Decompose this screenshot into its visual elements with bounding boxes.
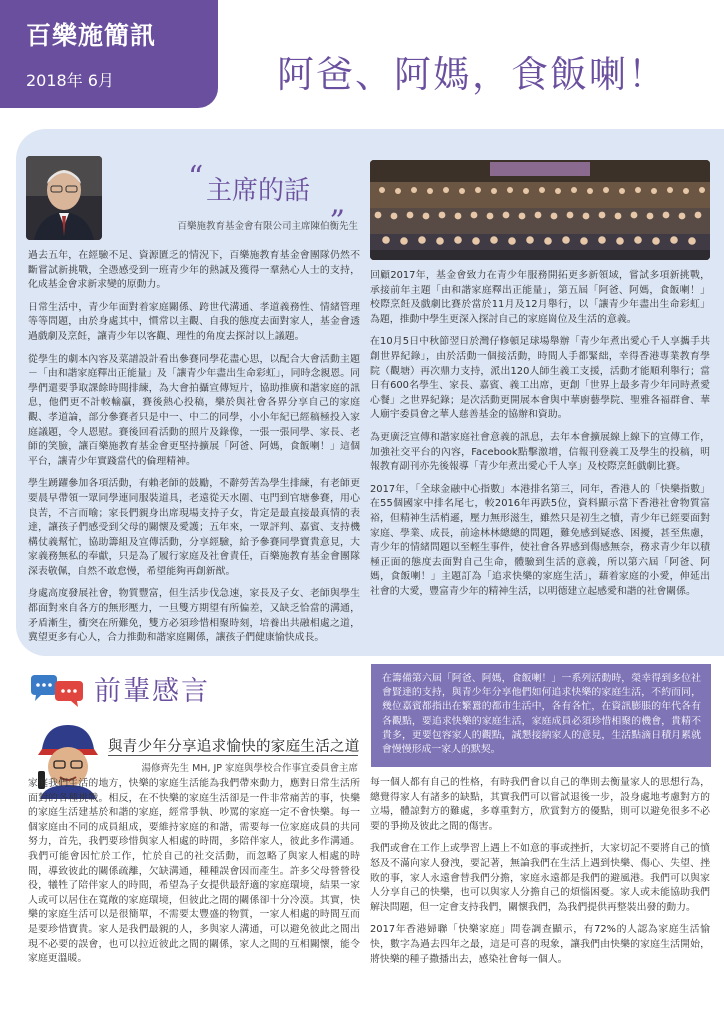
quote-close-mark: „ [330,186,346,221]
report-paragraph: 2017年，「全球金融中心指數」本港排名第三，同年，香港人的「快樂指數」在55個國家中排名尾七，較2016年再跌5位，資料顯示當下香港社會物質富裕，但精神生活梢遜，壓力無形滋生，雖然只是初生之犢，青少年已經要面對家庭、學業、成長，前途林林總總的問題，難免感到疑惑、困擾，甚至焦慮，青少年的情緒問題以至輕生事件，使社會各界感到傷感無奈，務求青少年以積極正面的態度去面對自己生命，體驗到生活的意義，所以第六屆「阿爸、阿媽，食飯喇！」主題訂為「追求快樂的家庭生活」，藉着家庭的小愛，伸延出社會的大愛，豐富青少年的精神生活，以明德建立起感愛和諧的社會關係。 [370,483,710,597]
chairman-byline: 百樂施教育基金會有限公司主席陳伯衡先生 [177,221,358,232]
issue-date: 2018年 6月 [26,71,114,90]
article-paragraph: 我們或會在工作上或學習上遇上不如意的事或挫折，大家切記不要將自己的憤怒及不滿向家人發洩，要記著，無論我們在生活上遇到快樂、傷心、失望、挫敗的事，家人永遠會替我們分擔，家庭永遠都是我們的避風港。我們可以與家人分享自己的快樂，也可以與家人分擔自己的煩惱困憂。家人或未能協助我們解決問題，但一定會支持我們，關懷我們，為我們提供再整裝出發的動力。 [370,843,710,913]
chairman-message-body [28,249,360,654]
chairman-paragraph: 學生踴躍參加各項活動，有賴老師的鼓勵，不辭勞苦為學生排練，有老師更要晨早帶領一眾同學連同服裝道具，老遠從天水圍、屯門到官塘參賽，用心良苦，不言而喻；家長們親身出席現場支持子女，肯定是最直接最真情的表達，讓孩子們感受到父母的關懷及愛護；五年來，一眾評判、嘉賓、支持機構仗義幫忙，協助籌組及宣傳活動，分享經驗，給予參賽同學寶貴意見，大家義務無私的奉獻，只是為了履行家庭及社會責任，百樂施教育基金會團隊深表敬佩，自然不敢怠慢，希望能夠再創新猷。 [28,478,360,577]
chairman-paragraph: 日常生活中，青少年面對着家庭關係、跨世代溝通、孝道義務性、情緒管理等等問題，由於身處其中，慣常以主觀、自我的態度去面對家人，基金會透過戲劇及烹飪，讓青少年以客觀、理性的角度去探討以上議題。 [28,301,360,342]
elders-article-left [28,777,360,975]
article-byline: 湯修齊先生 MH, JP 家庭與學校合作事宜委員會主席 [141,763,358,774]
article-paragraph: 每一個人都有自己的性格，有時我們會以自己的準則去衡量家人的思想行為，總覺得家人有諸多的缺點，其實我們可以嘗試退後一步，設身處地考慮對方的立場，體諒對方的難處，多尊重對方，欣賞對方的優點，則可以避免很多不必要的爭拗及彼此之間的傷害。 [370,777,710,832]
article-title-rule [108,755,358,756]
elders-heading: 前輩感言 [94,676,210,707]
callout-box: 在籌備第六屆「阿爸、阿媽，食飯喇！」一系列活動時，榮幸得到多位社會賢達的支持，與青少年分享他們如何追求快樂的家庭生活，不約而同，幾位嘉賓都指出在繁囂的都市生活中，各有各忙，在資訊膨脹的年代各有各觀點，要追求快樂的家庭生活，家庭成員必須珍惜相聚的機會，貴精不貴多，更要包容家人的觀點，誠懇接納家人的意見，生活點滴日積月累就會慢慢形成一家人的默契。 [371,664,711,767]
chairman-paragraph: 身處高度發展社會，物質豐富，但生活步伐急速，家長及子女、老師與學生都面對來自各方的無形壓力，一旦雙方期望有所偏差，又缺乏恰當的溝通，矛盾漸生，衝突在所難免，雙方必須珍惜相聚時刻，培養出共融相處之道，冀望更多有心人，合力推動和諧家庭關係，讓孩子們健康愉快成長。 [28,588,360,644]
group-photo [370,160,710,260]
chairman-paragraph: 過去五年，在經驗不足、資源匱乏的情況下，百樂施教育基金會團隊仍然不斷嘗試新挑戰，全憑感受到一班青少年的熱誠及獲得一羣熱心人士的支持，化成基金會求新求變的原動力。 [28,250,360,291]
newsletter-title: 百樂施簡訊 [26,21,157,50]
article-paragraph: 2017年香港婦聯「快樂家庭」問卷調查顯示，有72%的人認為家庭生活愉快，數字為過去四年之最，這是可喜的現象，讓我們由快樂的家庭生活開始，將快樂的種子撒播出去，感染社會每一個人。 [370,924,710,965]
chairman-heading-text: 主席的話 [206,176,311,206]
chairman-paragraph: 從學生的劇本內容及菜譜設計看出參賽同學花盡心思，以配合大會活動主題－「由和諧家庭釋出正能量」及「讓青少年盡出生命彩虹」，同時念親恩。同學們還要爭取課餘時間排練，為大會拍攝宣傳短片，協助推廣和諧家庭的訊息，他們更不計較輸贏，賽後熱心投稿，樂於與社會各界分享自己的家庭觀、孝道論，部分參賽者只是中一、中二的同學，小小年紀已經稿極投入家庭議題，令人恩慰。賽後回看活動的照片及錄像，一張一張同學、家長、老師的笑臉，讓百樂施教育基金會更堅持擴展「阿爸、阿媽，食飯喇！」這個平台，讓青少年實踐當代的倫理精神。 [28,353,360,467]
report-paragraph: 在10月5日中秋節翌日於灣仔修頓足球場舉辦「青少年煮出愛心千人享攜手共創世界紀錄」，由於活動一個接活動，時間人手都緊絀，幸得香港專業教育學院（觀塘）再次鼎力支持，派出120人師生義工支援，活動才能順利舉行；當日有600名學生、家長、嘉賓、義工出席，更創「世界上最多青少年同時煮愛心餐」之世界紀錄；是次活動更開展本會與中華廚藝學院、聖雅各福群會、華人廟宇委員會之華人慈善基金的協辦和資助。 [370,336,710,421]
masthead-tab [0,0,218,108]
page-headline: 阿爸、阿媽，食飯喇！ [277,53,667,96]
report-paragraph: 為更廣泛宣傳和諧家庭社會意義的訊息，去年本會擴展線上線下的宣傳工作，加強社交平台的內容，Facebook點擊激增，信報刊登義工及學生的投稿，明報教育副刊亦先後報導「青少年煮出愛心千人享」及校際烹飪戲劇比賽。 [370,431,710,473]
programme-report-body [370,269,710,607]
chairman-heading [184,170,310,207]
report-paragraph: 回顧2017年，基金會致力在青少年服務開拓更多新領域，嘗試多項新挑戰，承接前年主題「由和諧家庭釋出正能量」，第五屆「阿爸、阿媽，食飯喇！」校際烹飪及戲劇比賽於當於11月及12月舉行，以「讓青少年盡出生命彩虹」為題，推動中學生更深入探討自己的家庭崗位及生活的意義。 [370,270,710,325]
chairman-portrait [26,156,102,240]
elders-article-right [370,776,710,975]
quote-open-mark: “ [188,160,204,195]
article-paragraph: 家庭我們生活的地方，快樂的家庭生活能為我們帶來動力，應對日常生活所面對的各種挑戰。相反，在不快樂的家庭生活卻是一件非常痛苦的事，快樂的家庭生活建基於和諧的家庭，經常爭執、吵罵的家庭一定不會快樂。每一個家庭由不同的成員組成，要維持家庭的和諧，需要每一位家庭成員的共同努力，首先，我們要珍惜與家人相處的時間，多陪伴家人，彼此多作溝通。我們可能會因忙於工作，忙於自己的社交活動，而忽略了與家人相處的時間，導致彼此的關係疏離，欠缺溝通，種種誤會因而產生。許多父母營營役役，犧牲了陪伴家人的時間，希望為子女提供最舒適的家庭環境，結果一家人或可以居住在寬敞的家庭環境，但彼此之間的關係卻十分冷漠。其實，快樂的家庭生活可以是很簡單，不需要太豐盛的物質，一家人相處的時間互而是要珍惜寶貴。家人是我們最親的人，多與家人溝通，可以避免彼此之間出現不必要的誤會，也可以拉近彼此之間的關係，家人之間的互相關懷，能令家庭更溫暖。 [28,778,360,965]
article-title: 與青少年分享追求愉快的家庭生活之道 [108,739,360,755]
speech-bubbles-icon [28,675,86,707]
